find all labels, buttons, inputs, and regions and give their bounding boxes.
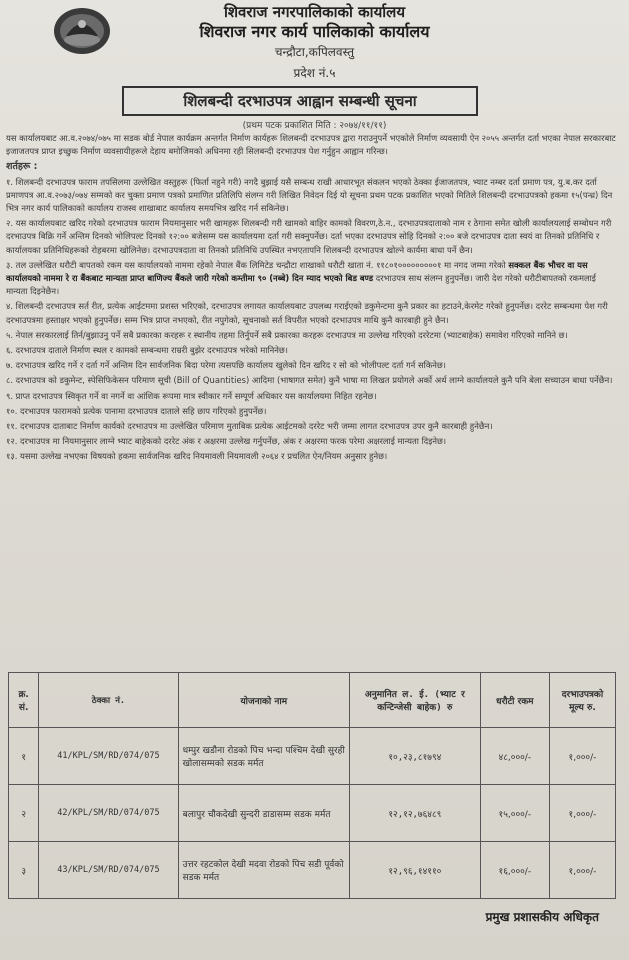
header-contract-no: ठेक्का नं.: [39, 673, 178, 728]
header-address: चन्द्रौटा,कपिलवस्तु: [274, 45, 355, 59]
term-item: ६. दरभाउपत्र दाताले निर्माण स्थल र कामको सम्बन्धमा राम्ररी बुझेर दरभाउपत्र भरेको मानिनेछ।: [6, 345, 288, 356]
intro-paragraph: यस कार्यालयबाट आ.व.२०७४/०७५ मा सडक बोर्ड नेपाल कार्यक्रम अन्तर्गत निर्माण कार्यहरू शिलबन्दी दरभाउपत्र द्वारा गराउनुपर्ने भएकोले निर्माण व्यवसायी ऐन २०५५ अन्तर्गत दर्ता भएका नेपाल सरकारबाट इजाजतपत्र प्राप्त इच्छुक निर्माण व्यवसायीहरूले देहाय बमोजिमको अधिनमा रही सिलबन्दी दरभाउपत्र पेश गर्नुहुन आह्वान गरिन्छ।: [6, 133, 616, 157]
term-item: २. यस कार्यालयबाट खरिद गरेको दरभाउपत्र फाराम नियमानुसार भरी खामहरू शिलबन्दी गरी खामको बाहिर कामको विवरण,ठे.न., दरभाउपत्रदाताको नाम र ठेगाना समेत खोली कार्यालयलाई सम्बोधन गरी दरभाउपत्र बिक्रि गर्ने अन्तिम दिनको भोलिपल्ट दिनको १२:०० बजेसम्म यस कार्यालयमा दर्ता गरी सक्नुपर्नेछ। दर्ता भएका दरभाउपत्र सोहि दिनको २:०० बजे दरभाउपत्र दाता स्वयं वा तिनको प्रतिनिधि र कार्यालयका प्रतिनिधिहरूको रोहबरमा खोलिनेछ। दरभाउपत्रदाता वा तिनको प्रतिनिधि उपस्थित नभएतापनि शिलबन्दी दरभाउपत्र खोल्ने कार्यमा बाधा पर्ने छैन।: [6, 218, 612, 255]
header-line-1: शिवराज नगरपालिकाको कार्यालय: [223, 3, 406, 21]
table-header-row: [9, 673, 616, 728]
header-deposit: धरौटी रकम: [480, 673, 549, 728]
notice-title: शिलबन्दी दरभाउपत्र आह्वान सम्बन्धी सूचना: [122, 86, 478, 116]
term-item: ८. दरभाउपत्र को डकुमेन्ट, स्पेसिफिकेसन परिमाण सूची (Bill of Quantities) आदिमा (भाषागत समेत) कुनै भाषा मा लिखत प्रयोगले अर्को अर्थ लाग्ने कार्यालयले कुनै पनि बेला सच्याउन बाधा पर्नेछैन।: [6, 375, 613, 386]
cell-serial: २: [9, 785, 39, 842]
cell-fee: १,०००/-: [549, 785, 615, 842]
term-item: १. शिलबन्दी दरभाउपत्र फाराम तपसिलमा उल्लेखित वस्तुहरू (फिर्ता नहुने गरी) नगदै बुझाई यसै सम्बन्ध राखी आधारभूत संकलन भएको ठेक्का ईजाजतपत्र, भ्याट नम्बर दर्ता प्रमाण पत्र, यु.ब.कर दर्ता प्रमाणपत्र आ.व.२०७३/०७४ सम्मको कर चुक्ता प्रमाण पत्रको प्रमाणित प्रतिलिपि संलग्न गरी लिखित निवेदन दिई यो सूचना प्रथम पटक प्रकाशित भएको मितिले शिलबन्दी दरभाउपत्रको हकमा १५(पन्ध्र) दिन भित्र नगर कार्य पालिकाको कार्यालय राजस्व शाखाबाट कार्यालय समयभित्र खरिद गर्न सकिनेछ।: [6, 176, 613, 214]
signature-title: प्रमुख प्रशासकीय अधिकृत: [485, 910, 599, 924]
header-province: प्रदेश नं.५: [293, 66, 336, 80]
term-item: ९. प्राप्त दरभाउपत्र स्विकृत गर्ने वा नगर्ने वा आंशिक रूपमा मात्र स्वीकार गर्ने सम्पूर्ण अधिकार यस कार्यालयमा निहित रहनेछ।: [6, 390, 377, 401]
table-row: [9, 728, 616, 785]
term-item: १३. यसमा उल्लेख नभएका विषयको हकमा सार्वजनिक खरिद नियमावली नियमावली २०६४ र प्रचलित ऐन/नियम अनुसार हुनेछ।: [6, 451, 388, 462]
term-item: ५. नेपाल सरकारलाई तिर्न/बुझाउनु पर्ने सबै प्रकारका करहरू र स्थानीय तहमा तिर्नुपर्ने सबै प्रकारका करहरू दरभाउपत्र मा उल्लेख गरिएको दररेटमा (भ्याटबाहेक) समावेश गरिएको मानिने छ।: [6, 329, 568, 340]
term-item: ११. दरभाउपत्र दाताबाट निर्माण कार्यको दरभाउपत्र मा उल्लेखित परिमाण मुताबिक प्रत्येक आईटमको दररेट भरी जम्मा लागत दरभाउपत्र उपर कुनै कारबाही हुनेछैन।: [6, 421, 493, 432]
cell-estimated-cost: १२,९६,१४११०: [350, 842, 481, 899]
cell-contract-no: 42/KPL/SM/RD/074/075: [39, 785, 178, 842]
cell-fee: १,०००/-: [549, 728, 615, 785]
cell-serial: ३: [9, 842, 39, 899]
cell-project-name: बलापुर चौकदेखी सुन्दरी डाडासम्म सडक मर्मत: [178, 785, 349, 842]
term-item: ७. दरभाउपत्र खरिद गर्ने र दर्ता गर्ने अन्तिम दिन सार्वजनिक बिदा परेमा त्यसपछि कार्यालय खुलेको दिन खरिद र सो को भोलीपल्ट दर्ता गर्न सकिनेछ।: [6, 360, 446, 371]
header-fee: दरभाउपत्रको मूल्य रु.: [549, 673, 615, 728]
term-item: ४. शिलबन्दी दरभाउपत्र सर्त रीत, प्रत्येक आईटममा प्रशस्त भरिएको, दरभाउपत्र लगायत कार्यालयबाट उपलब्ध गराईएको डकुमेन्टमा कुनै प्रकार का हटाउने,केरमेट गरेको हुनुपर्नेछ। दररेट सम्बन्धमा पेश गरी दरभाउपत्रमा हस्ताक्षर भएको हुनुपर्नेछ। सम्म भित्र प्राप्त नभएको, रीत नपुगेको, सूचनाको सर्त विपरीत भएको दरभाउपत्र माथि कुनै कारबाही हुने छैन।: [6, 301, 608, 325]
cell-deposit: १६,०००/-: [480, 842, 549, 899]
term-item: ३. तल उल्लेखित धरौटी बापतको रकम यस कार्यालयको नाममा रहेको नेपाल बैंक लिमिटेड चन्द्रौटा शाखाको धरौटी खाता नं. ११८०१०००००००००१ मा नगद जम्मा गरेको सक्कल बैंक भौचर वा यस कार्यालयको नाममा रे रा बैंकबाट मान्यता प्राप्त बाणिज्य बैंकले जारी गरेको कम्तीमा ९० (नब्बे) दिन म्याद भएको बिड बण्ड दरभाउपत्र साथ संलग्न हुनुपर्नेछ। जारी देश गरेको धरौटीबापतको रकमलाई मान्यता दिइनेछैन।: [6, 259, 596, 297]
cell-estimated-cost: १०,२३,८१७९४: [350, 728, 481, 785]
header-line-2: शिवराज नगर कार्य पालिकाको कार्यालय: [199, 22, 430, 41]
header-estimated-cost: अनुमानित ल. ई. (भ्याट र कन्टिन्जेसी बाहेक) रु: [350, 673, 481, 728]
table-row: [9, 785, 616, 842]
terms-list: [6, 176, 620, 464]
header-serial: क्र. सं.: [9, 673, 39, 728]
publish-date: (प्रथम पटक प्रकाशित मिति : २०७४/११/११): [242, 121, 387, 131]
term-item: १०. दरभाउपत्र फारामको प्रत्येक पानामा दरभाउपत्र दाताले सहि छाप गरिएको हुनुपर्नेछ।: [6, 405, 267, 416]
cell-deposit: १५,०००/-: [480, 785, 549, 842]
header-project-name: योजनाको नाम: [178, 673, 349, 728]
emphasis-text: सक्कल बैंक भौचर वा यस कार्यालयको नाममा रे रा बैंकबाट मान्यता प्राप्त बाणिज्य बैंकले जारी गरेको कम्तीमा ९० (नब्बे) दिन म्याद भएको बिड बण्ड: [6, 259, 588, 284]
cell-contract-no: 43/KPL/SM/RD/074/075: [39, 842, 178, 899]
tender-table: [8, 672, 616, 899]
cell-deposit: ४८,०००/-: [480, 728, 549, 785]
term-item: १२. दरभाउपत्र मा नियमानुसार लाग्ने भ्याट बाहेकको दररेट अंक र अक्षरमा उल्लेख गर्नुपर्नेछ, अंक र अक्षरमा फरक परेमा अक्षरलाई मान्यता दिइनेछ।: [6, 436, 447, 447]
cell-estimated-cost: १२,१२,७६४८९: [350, 785, 481, 842]
cell-project-name: धम्पुर खडौना रोडको पिच भन्दा पश्चिम देखी सुरही खोलासम्मको सडक मर्मत: [178, 728, 349, 785]
table-row: [9, 842, 616, 899]
cell-project-name: उत्तर रहटकोल देखी मदवा रोडको पिच सडी पूर्वको सडक मर्मत: [178, 842, 349, 899]
cell-fee: १,०००/-: [549, 842, 615, 899]
cell-contract-no: 41/KPL/SM/RD/074/075: [39, 728, 178, 785]
cell-serial: १: [9, 728, 39, 785]
notice-body: [6, 132, 620, 466]
terms-heading: शर्तहरू :: [6, 161, 38, 173]
